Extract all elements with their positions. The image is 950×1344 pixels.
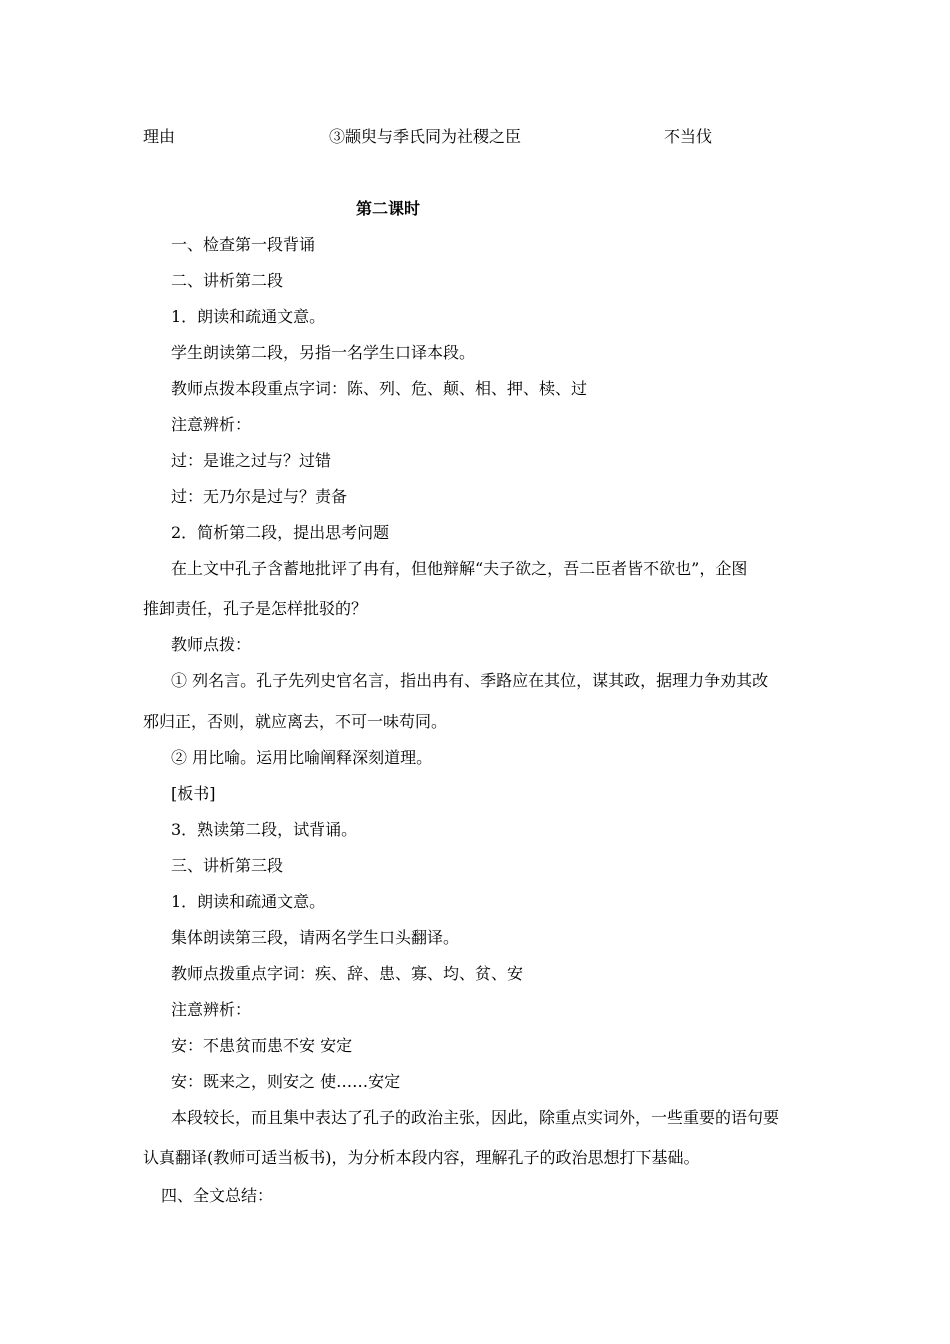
text-line: [板书] xyxy=(171,784,216,803)
text-line: 过：无乃尔是过与？责备 xyxy=(171,487,348,506)
text-line: 1．朗读和疏通文意。 xyxy=(171,307,326,326)
text-line: 认真翻译(教师可适当板书)，为分析本段内容，理解孔子的政治思想打下基础。 xyxy=(143,1148,700,1167)
text-line: 过：是谁之过与？过错 xyxy=(171,451,332,470)
text-line: 注意辨析： xyxy=(171,1000,252,1019)
text-line: 本段较长，而且集中表达了孔子的政治主张，因此，除重点实词外，一些重要的语句要 xyxy=(171,1108,780,1127)
text-line: 3．熟读第二段，试背诵。 xyxy=(171,820,358,839)
text-line: 邪归正，否则，就应离去，不可一味苟同。 xyxy=(143,712,448,731)
text-line: 三、讲析第三段 xyxy=(171,856,284,875)
text-line: 学生朗读第二段，另指一名学生口译本段。 xyxy=(171,343,476,362)
text-line: 2．简析第二段，提出思考问题 xyxy=(171,523,390,542)
text-line: 推卸责任，孔子是怎样批驳的？ xyxy=(143,599,368,618)
section-title: 第二课时 xyxy=(356,199,421,218)
text-line: 安：既来之，则安之 使……安定 xyxy=(171,1072,401,1091)
text-line: ② 用比喻。运用比喻阐释深刻道理。 xyxy=(171,748,433,767)
text-line: 教师点拨： xyxy=(171,635,252,654)
text-line: 二、讲析第二段 xyxy=(171,271,284,290)
text-line: 注意辨析： xyxy=(171,415,252,434)
table-cell-reason-text: ③颛臾与季氏同为社稷之臣 xyxy=(329,127,522,146)
text-line: ① 列名言。孔子先列史官名言，指出冉有、季路应在其位，谋其政，据理力争劝其改 xyxy=(171,671,769,690)
text-line: 教师点拨重点字词：疾、辞、患、寡、均、贫、安 xyxy=(171,964,524,983)
text-line: 四、全文总结： xyxy=(161,1186,274,1205)
table-cell-reason-label: 理由 xyxy=(143,127,176,146)
text-line: 安：不患贫而患不安 安定 xyxy=(171,1036,353,1055)
text-line: 1．朗读和疏通文意。 xyxy=(171,892,326,911)
text-line: 在上文中孔子含蓄地批评了冉有，但他辩解“夫子欲之，吾二臣者皆不欲也”，企图 xyxy=(171,559,748,578)
table-cell-conclusion: 不当伐 xyxy=(664,127,713,146)
text-line: 一、检查第一段背诵 xyxy=(171,235,316,254)
text-line: 集体朗读第三段，请两名学生口头翻译。 xyxy=(171,928,460,947)
text-line: 教师点拨本段重点字词：陈、列、危、颠、相、押、椟、过 xyxy=(171,379,588,398)
